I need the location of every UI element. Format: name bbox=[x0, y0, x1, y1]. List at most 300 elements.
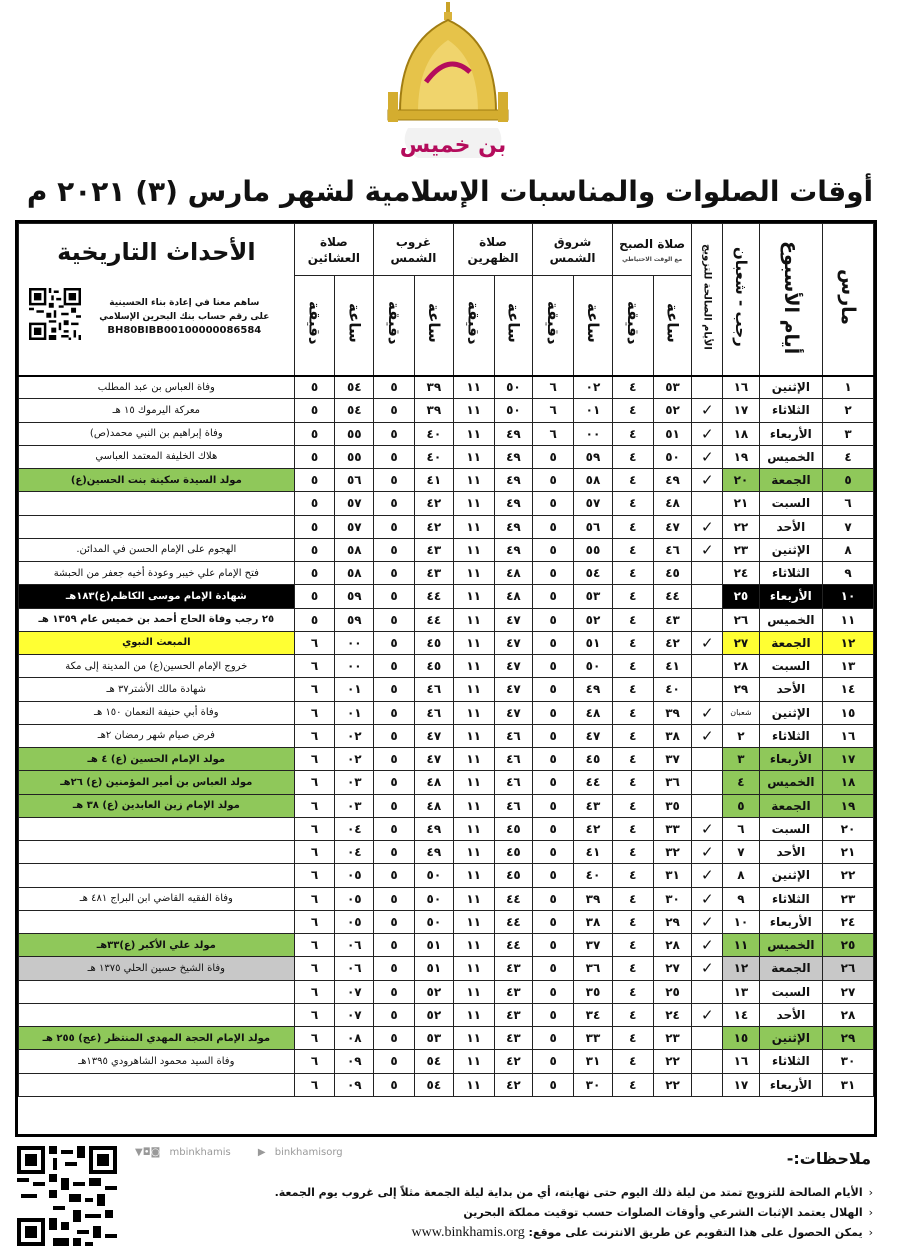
isha-minute: ٠٤ bbox=[335, 817, 374, 840]
donation-qr-code bbox=[29, 288, 81, 340]
note-item: ‹ يمكن الحصول على هذا التقويم عن طريق الانترنت على موقع: www.binkhamis.org bbox=[173, 1223, 873, 1243]
isha-minute: ٥٨ bbox=[335, 538, 374, 561]
fajr-hour: ٤ bbox=[612, 515, 653, 538]
dhuhr-hour: ١١ bbox=[453, 910, 494, 933]
weekday-cell: الأربعاء bbox=[759, 748, 822, 771]
sunrise-hour: ٥ bbox=[533, 655, 574, 678]
fajr-hour: ٤ bbox=[612, 980, 653, 1003]
hijri-cell: ١٥ bbox=[723, 1027, 760, 1050]
isha-hour: ٦ bbox=[294, 864, 335, 887]
sunset-hour: ٥ bbox=[374, 980, 415, 1003]
event-cell: مولد العباس بن أمير المؤمنين (ع) ٢٦هـ bbox=[19, 771, 295, 794]
sunset-minute: ٤٤ bbox=[414, 585, 453, 608]
fajr-hour: ٤ bbox=[612, 841, 653, 864]
isha-hour: ٦ bbox=[294, 724, 335, 747]
isha-minute: ٠٠ bbox=[335, 655, 374, 678]
date-cell: ٢٠ bbox=[823, 817, 874, 840]
isha-minute: ٠٩ bbox=[335, 1050, 374, 1073]
weekday-cell: الإثنين bbox=[759, 538, 822, 561]
isha-hour: ٦ bbox=[294, 841, 335, 864]
sunset-hour: ٥ bbox=[374, 538, 415, 561]
dhuhr-minute: ٤٧ bbox=[494, 701, 533, 724]
dhuhr-hour: ١١ bbox=[453, 1003, 494, 1026]
event-cell bbox=[19, 841, 295, 864]
isha-minute: ٠٨ bbox=[335, 1027, 374, 1050]
isha-minute: ٠٠ bbox=[335, 631, 374, 654]
event-cell bbox=[19, 492, 295, 515]
isha-hour: ٦ bbox=[294, 678, 335, 701]
fajr-hour: ٤ bbox=[612, 422, 653, 445]
weekday-cell: الأحد bbox=[759, 678, 822, 701]
dhuhr-minute: ٤٤ bbox=[494, 887, 533, 910]
fajr-minute: ٢٢ bbox=[653, 1073, 692, 1096]
sunset-minute: ٥١ bbox=[414, 934, 453, 957]
header-weekday: أيام الأسبوع bbox=[759, 224, 822, 376]
dhuhr-minute: ٤٥ bbox=[494, 864, 533, 887]
event-cell bbox=[19, 817, 295, 840]
marriage-mark bbox=[692, 748, 723, 771]
hijri-cell: ١٨ bbox=[723, 422, 760, 445]
calendar-row bbox=[19, 864, 874, 887]
date-cell: ٩ bbox=[823, 562, 874, 585]
sunset-minute: ٣٩ bbox=[414, 399, 453, 422]
sunrise-hour: ٥ bbox=[533, 445, 574, 468]
fajr-minute: ٢٩ bbox=[653, 910, 692, 933]
fajr-hour: ٤ bbox=[612, 910, 653, 933]
sunrise-hour: ٥ bbox=[533, 608, 574, 631]
weekday-cell: الثلاثاء bbox=[759, 399, 822, 422]
calendar-body bbox=[19, 376, 874, 1097]
dhuhr-hour: ١١ bbox=[453, 399, 494, 422]
dhuhr-minute: ٤٨ bbox=[494, 562, 533, 585]
event-cell: وفاة أبي حنيفة النعمان ١٥٠ هـ bbox=[19, 701, 295, 724]
dhuhr-minute: ٤٣ bbox=[494, 1003, 533, 1026]
sunrise-hour: ٥ bbox=[533, 631, 574, 654]
isha-minute: ٥٧ bbox=[335, 492, 374, 515]
marriage-mark bbox=[692, 492, 723, 515]
marriage-mark: ✓ bbox=[692, 515, 723, 538]
dhuhr-minute: ٤٧ bbox=[494, 678, 533, 701]
calendar-row bbox=[19, 655, 874, 678]
sunrise-hour: ٥ bbox=[533, 910, 574, 933]
sunrise-hour: ٥ bbox=[533, 794, 574, 817]
fajr-minute: ٣٨ bbox=[653, 724, 692, 747]
hijri-cell: ٢٤ bbox=[723, 562, 760, 585]
hijri-cell: ٨ bbox=[723, 864, 760, 887]
marriage-mark: ✓ bbox=[692, 864, 723, 887]
calendar-row bbox=[19, 1027, 874, 1050]
sunrise-hour: ٥ bbox=[533, 678, 574, 701]
note-item: ‹ الهلال يعتمد الإثبات الشرعي وأوقات الصلوات حسب توقيت مملكة البحرين bbox=[173, 1203, 873, 1223]
sunset-hour: ٥ bbox=[374, 957, 415, 980]
dhuhr-minute: ٥٠ bbox=[494, 399, 533, 422]
isha-hour: ٦ bbox=[294, 887, 335, 910]
header-march: مارس bbox=[823, 224, 874, 376]
date-cell: ٢٩ bbox=[823, 1027, 874, 1050]
isha-hour: ٦ bbox=[294, 1050, 335, 1073]
dhuhr-minute: ٤٧ bbox=[494, 655, 533, 678]
sunrise-hour: ٥ bbox=[533, 538, 574, 561]
sunrise-hour: ٥ bbox=[533, 724, 574, 747]
dhuhr-hour: ١١ bbox=[453, 469, 494, 492]
dhuhr-hour: ١١ bbox=[453, 1027, 494, 1050]
isha-minute: ٠١ bbox=[335, 701, 374, 724]
date-cell: ١٣ bbox=[823, 655, 874, 678]
marriage-mark: ✓ bbox=[692, 887, 723, 910]
date-cell: ١٠ bbox=[823, 585, 874, 608]
weekday-cell: الجمعة bbox=[759, 957, 822, 980]
date-cell: ٢٤ bbox=[823, 910, 874, 933]
calendar-row bbox=[19, 724, 874, 747]
isha-minute: ٥٤ bbox=[335, 376, 374, 399]
fajr-hour: ٤ bbox=[612, 538, 653, 561]
hijri-cell: ١٧ bbox=[723, 1073, 760, 1096]
isha-hour: ٦ bbox=[294, 631, 335, 654]
sunrise-hour: ٥ bbox=[533, 748, 574, 771]
calendar-row bbox=[19, 562, 874, 585]
calendar-row bbox=[19, 399, 874, 422]
fajr-minute: ٣٣ bbox=[653, 817, 692, 840]
sunset-hour: ٥ bbox=[374, 1027, 415, 1050]
sunset-hour: ٥ bbox=[374, 678, 415, 701]
dhuhr-minute: ٤٦ bbox=[494, 771, 533, 794]
dhuhr-minute: ٤٩ bbox=[494, 445, 533, 468]
sunset-minute: ٤١ bbox=[414, 469, 453, 492]
sunrise-hour: ٥ bbox=[533, 515, 574, 538]
isha-hour: ٥ bbox=[294, 515, 335, 538]
sunset-minute: ٤٨ bbox=[414, 794, 453, 817]
fajr-hour: ٤ bbox=[612, 771, 653, 794]
isha-minute: ٠٢ bbox=[335, 748, 374, 771]
sunrise-minute: ٥٣ bbox=[574, 585, 613, 608]
fajr-hour: ٤ bbox=[612, 1073, 653, 1096]
header-isha: صلاة العشائين bbox=[294, 224, 374, 276]
sunrise-minute: ٥٠ bbox=[574, 655, 613, 678]
sunrise-minute: ٤٠ bbox=[574, 864, 613, 887]
website-qr-code bbox=[17, 1146, 117, 1246]
header-sunset: غروب الشمس bbox=[374, 224, 454, 276]
calendar-row bbox=[19, 934, 874, 957]
prayer-calendar bbox=[15, 220, 877, 1137]
date-cell: ٧ bbox=[823, 515, 874, 538]
sunrise-minute: ٤٨ bbox=[574, 701, 613, 724]
dhuhr-minute: ٤٩ bbox=[494, 492, 533, 515]
sunrise-hour: ٥ bbox=[533, 1027, 574, 1050]
header-sunset-minute: دقيقة bbox=[374, 276, 415, 376]
calendar-row bbox=[19, 1050, 874, 1073]
weekday-cell: الأحد bbox=[759, 1003, 822, 1026]
sunrise-hour: ٥ bbox=[533, 957, 574, 980]
event-cell: مولد الإمام زين العابدين (ع) ٣٨ هـ bbox=[19, 794, 295, 817]
weekday-cell: الخميس bbox=[759, 771, 822, 794]
hijri-cell: ٢٨ bbox=[723, 655, 760, 678]
isha-hour: ٦ bbox=[294, 934, 335, 957]
dhuhr-hour: ١١ bbox=[453, 538, 494, 561]
marriage-mark bbox=[692, 585, 723, 608]
sunset-minute: ٤٠ bbox=[414, 445, 453, 468]
sunset-hour: ٥ bbox=[374, 864, 415, 887]
isha-minute: ٠٦ bbox=[335, 934, 374, 957]
weekday-cell: الجمعة bbox=[759, 469, 822, 492]
sunset-hour: ٥ bbox=[374, 771, 415, 794]
sunset-minute: ٥٠ bbox=[414, 864, 453, 887]
fajr-minute: ٤١ bbox=[653, 655, 692, 678]
handle-social[interactable]: mbinkhamis bbox=[169, 1147, 231, 1158]
isha-hour: ٦ bbox=[294, 1003, 335, 1026]
event-cell: الهجوم على الإمام الحسن في المدائن. bbox=[19, 538, 295, 561]
sunrise-hour: ٥ bbox=[533, 817, 574, 840]
date-cell: ١٢ bbox=[823, 631, 874, 654]
hijri-cell: ١٠ bbox=[723, 910, 760, 933]
isha-minute: ٥٩ bbox=[335, 585, 374, 608]
sunset-minute: ٤٥ bbox=[414, 655, 453, 678]
event-cell: شهادة الإمام موسى الكاظم(ع)١٨٣هـ bbox=[19, 585, 295, 608]
dhuhr-minute: ٤٧ bbox=[494, 631, 533, 654]
isha-hour: ٦ bbox=[294, 748, 335, 771]
calendar-row bbox=[19, 980, 874, 1003]
sunrise-minute: ٣٤ bbox=[574, 1003, 613, 1026]
isha-minute: ٠٣ bbox=[335, 794, 374, 817]
sunset-hour: ٥ bbox=[374, 562, 415, 585]
sunset-hour: ٥ bbox=[374, 724, 415, 747]
date-cell: ٢٣ bbox=[823, 887, 874, 910]
calendar-row bbox=[19, 887, 874, 910]
isha-minute: ٠٧ bbox=[335, 1003, 374, 1026]
date-cell: ١٧ bbox=[823, 748, 874, 771]
notes-title: ملاحظات:- bbox=[786, 1149, 871, 1168]
event-cell: مولد الإمام الحجة المهدي المنتظر (عج) ٢٥٥ هـ bbox=[19, 1027, 295, 1050]
isha-hour: ٥ bbox=[294, 538, 335, 561]
date-cell: ٢١ bbox=[823, 841, 874, 864]
weekday-cell: الأربعاء bbox=[759, 910, 822, 933]
dhuhr-hour: ١١ bbox=[453, 957, 494, 980]
weekday-cell: الأربعاء bbox=[759, 1073, 822, 1096]
header-isha-hour: ساعة bbox=[335, 276, 374, 376]
sunset-hour: ٥ bbox=[374, 748, 415, 771]
calendar-row bbox=[19, 631, 874, 654]
fajr-minute: ٣٦ bbox=[653, 771, 692, 794]
dhuhr-minute: ٤٩ bbox=[494, 515, 533, 538]
marriage-mark: ✓ bbox=[692, 538, 723, 561]
event-cell: وفاة الشيخ حسين الحلي ١٣٧٥ هـ bbox=[19, 957, 295, 980]
sunrise-minute: ٤٤ bbox=[574, 771, 613, 794]
marriage-mark: ✓ bbox=[692, 957, 723, 980]
sunrise-minute: ٥٢ bbox=[574, 608, 613, 631]
sunrise-hour: ٥ bbox=[533, 771, 574, 794]
weekday-cell: الإثنين bbox=[759, 701, 822, 724]
isha-hour: ٥ bbox=[294, 399, 335, 422]
sunrise-minute: ٤١ bbox=[574, 841, 613, 864]
hijri-cell: ٤ bbox=[723, 771, 760, 794]
marriage-mark: ✓ bbox=[692, 469, 723, 492]
sunrise-minute: ٥٨ bbox=[574, 469, 613, 492]
sunset-hour: ٥ bbox=[374, 608, 415, 631]
sunrise-hour: ٥ bbox=[533, 1073, 574, 1096]
fajr-hour: ٤ bbox=[612, 678, 653, 701]
logo-text: بن خميس bbox=[399, 133, 507, 158]
fajr-minute: ٥٠ bbox=[653, 445, 692, 468]
date-cell: ٢٦ bbox=[823, 957, 874, 980]
sunset-hour: ٥ bbox=[374, 422, 415, 445]
event-cell bbox=[19, 864, 295, 887]
calendar-row bbox=[19, 608, 874, 631]
sunrise-minute: ٣٩ bbox=[574, 887, 613, 910]
isha-hour: ٥ bbox=[294, 585, 335, 608]
marriage-mark bbox=[692, 980, 723, 1003]
header-fajr: صلاة الصبح مع الوقت الاحتياطي bbox=[612, 224, 692, 276]
event-cell bbox=[19, 1003, 295, 1026]
date-cell: ١٦ bbox=[823, 724, 874, 747]
fajr-minute: ٣٩ bbox=[653, 701, 692, 724]
event-cell: فرض صيام شهر رمضان ٢هـ bbox=[19, 724, 295, 747]
isha-minute: ٥٨ bbox=[335, 562, 374, 585]
sunrise-hour: ٥ bbox=[533, 934, 574, 957]
weekday-cell: الثلاثاء bbox=[759, 562, 822, 585]
marriage-mark: ✓ bbox=[692, 817, 723, 840]
isha-minute: ٥٦ bbox=[335, 469, 374, 492]
sunset-minute: ٤٩ bbox=[414, 817, 453, 840]
sunrise-minute: ٤٢ bbox=[574, 817, 613, 840]
weekday-cell: الثلاثاء bbox=[759, 724, 822, 747]
sunset-minute: ٤٧ bbox=[414, 748, 453, 771]
sunset-minute: ٤٦ bbox=[414, 701, 453, 724]
sunrise-minute: ٣٣ bbox=[574, 1027, 613, 1050]
calendar-row bbox=[19, 585, 874, 608]
social-links bbox=[135, 1147, 435, 1163]
isha-hour: ٥ bbox=[294, 376, 335, 399]
sunset-minute: ٥١ bbox=[414, 957, 453, 980]
calendar-row bbox=[19, 910, 874, 933]
isha-hour: ٦ bbox=[294, 817, 335, 840]
marriage-mark bbox=[692, 562, 723, 585]
dhuhr-hour: ١١ bbox=[453, 934, 494, 957]
sunset-hour: ٥ bbox=[374, 469, 415, 492]
sunset-hour: ٥ bbox=[374, 794, 415, 817]
marriage-mark: ✓ bbox=[692, 422, 723, 445]
date-cell: ١١ bbox=[823, 608, 874, 631]
date-cell: ٣٠ bbox=[823, 1050, 874, 1073]
calendar-row bbox=[19, 794, 874, 817]
sunset-minute: ٥٠ bbox=[414, 910, 453, 933]
sunrise-hour: ٥ bbox=[533, 562, 574, 585]
sunset-hour: ٥ bbox=[374, 817, 415, 840]
isha-hour: ٥ bbox=[294, 422, 335, 445]
marriage-mark: ✓ bbox=[692, 631, 723, 654]
sunset-hour: ٥ bbox=[374, 399, 415, 422]
dhuhr-hour: ١١ bbox=[453, 608, 494, 631]
sunset-minute: ٤٥ bbox=[414, 631, 453, 654]
dhuhr-minute: ٥٠ bbox=[494, 376, 533, 399]
fajr-hour: ٤ bbox=[612, 492, 653, 515]
isha-minute: ٥٥ bbox=[335, 445, 374, 468]
event-cell bbox=[19, 1073, 295, 1096]
fajr-minute: ٢٢ bbox=[653, 1050, 692, 1073]
fajr-hour: ٤ bbox=[612, 445, 653, 468]
dhuhr-minute: ٤٩ bbox=[494, 422, 533, 445]
isha-hour: ٦ bbox=[294, 1027, 335, 1050]
hijri-cell: ٦ bbox=[723, 817, 760, 840]
isha-minute: ٥٩ bbox=[335, 608, 374, 631]
sunrise-minute: ٣٨ bbox=[574, 910, 613, 933]
marriage-mark bbox=[692, 376, 723, 399]
website-link[interactable]: www.binkhamis.org bbox=[411, 1225, 525, 1240]
sunrise-hour: ٥ bbox=[533, 887, 574, 910]
isha-minute: ٥٤ bbox=[335, 399, 374, 422]
dhuhr-hour: ١١ bbox=[453, 1073, 494, 1096]
fajr-minute: ٥٢ bbox=[653, 399, 692, 422]
fajr-hour: ٤ bbox=[612, 887, 653, 910]
sunrise-minute: ٠٠ bbox=[574, 422, 613, 445]
weekday-cell: الإثنين bbox=[759, 1027, 822, 1050]
page-title: أوقات الصلوات والمناسبات الإسلامية لشهر مارس (٣) ٢٠٢١ م bbox=[26, 175, 874, 208]
dhuhr-hour: ١١ bbox=[453, 562, 494, 585]
social-icons: ▼◘◙ bbox=[135, 1147, 161, 1158]
sunrise-minute: ٣٧ bbox=[574, 934, 613, 957]
sunrise-minute: ٣٥ bbox=[574, 980, 613, 1003]
sunrise-hour: ٥ bbox=[533, 864, 574, 887]
sunset-hour: ٥ bbox=[374, 887, 415, 910]
weekday-cell: الأربعاء bbox=[759, 585, 822, 608]
fajr-minute: ٣٠ bbox=[653, 887, 692, 910]
isha-hour: ٥ bbox=[294, 608, 335, 631]
fajr-hour: ٤ bbox=[612, 957, 653, 980]
hijri-cell: ٢٠ bbox=[723, 469, 760, 492]
sunset-hour: ٥ bbox=[374, 655, 415, 678]
sunset-minute: ٤٤ bbox=[414, 608, 453, 631]
fajr-hour: ٤ bbox=[612, 1003, 653, 1026]
dhuhr-hour: ١١ bbox=[453, 678, 494, 701]
handle-youtube[interactable]: binkhamisorg bbox=[274, 1147, 343, 1158]
sunset-minute: ٤٩ bbox=[414, 841, 453, 864]
hijri-cell: شعبان bbox=[723, 701, 760, 724]
weekday-cell: الأربعاء bbox=[759, 422, 822, 445]
isha-hour: ٦ bbox=[294, 957, 335, 980]
marriage-mark: ✓ bbox=[692, 910, 723, 933]
header-dhuhr: صلاة الظهرين bbox=[453, 224, 533, 276]
header-events: الأحداث التاريخية ساهم معنا في إعادة بناء الحسينية على رقم حساب بنك البحرين الإسلامي BH80BIBB00100000086584 bbox=[19, 224, 295, 376]
calendar-row bbox=[19, 678, 874, 701]
sunset-minute: ٤٢ bbox=[414, 492, 453, 515]
date-cell: ٢٢ bbox=[823, 864, 874, 887]
sunset-minute: ٤٣ bbox=[414, 538, 453, 561]
dhuhr-hour: ١١ bbox=[453, 585, 494, 608]
fajr-hour: ٤ bbox=[612, 399, 653, 422]
notes-list bbox=[173, 1183, 873, 1243]
isha-minute: ٠٣ bbox=[335, 771, 374, 794]
date-cell: ٤ bbox=[823, 445, 874, 468]
sunset-minute: ٤٧ bbox=[414, 724, 453, 747]
fajr-hour: ٤ bbox=[612, 794, 653, 817]
sunset-hour: ٥ bbox=[374, 445, 415, 468]
event-cell bbox=[19, 910, 295, 933]
header-hijri: رجب - شعبان bbox=[723, 224, 760, 376]
fajr-minute: ٤٧ bbox=[653, 515, 692, 538]
sunset-minute: ٤٠ bbox=[414, 422, 453, 445]
fajr-minute: ٣٧ bbox=[653, 748, 692, 771]
calendar-row bbox=[19, 492, 874, 515]
hijri-cell: ٢٦ bbox=[723, 608, 760, 631]
fajr-hour: ٤ bbox=[612, 701, 653, 724]
marriage-mark bbox=[692, 1027, 723, 1050]
dhuhr-hour: ١١ bbox=[453, 724, 494, 747]
sunset-minute: ٣٩ bbox=[414, 376, 453, 399]
isha-minute: ٠١ bbox=[335, 678, 374, 701]
weekday-cell: الثلاثاء bbox=[759, 887, 822, 910]
calendar-table bbox=[18, 223, 874, 1097]
marriage-mark bbox=[692, 1050, 723, 1073]
event-cell: وفاة الفقيه القاضي ابن البراج ٤٨١ هـ bbox=[19, 887, 295, 910]
isha-hour: ٦ bbox=[294, 701, 335, 724]
